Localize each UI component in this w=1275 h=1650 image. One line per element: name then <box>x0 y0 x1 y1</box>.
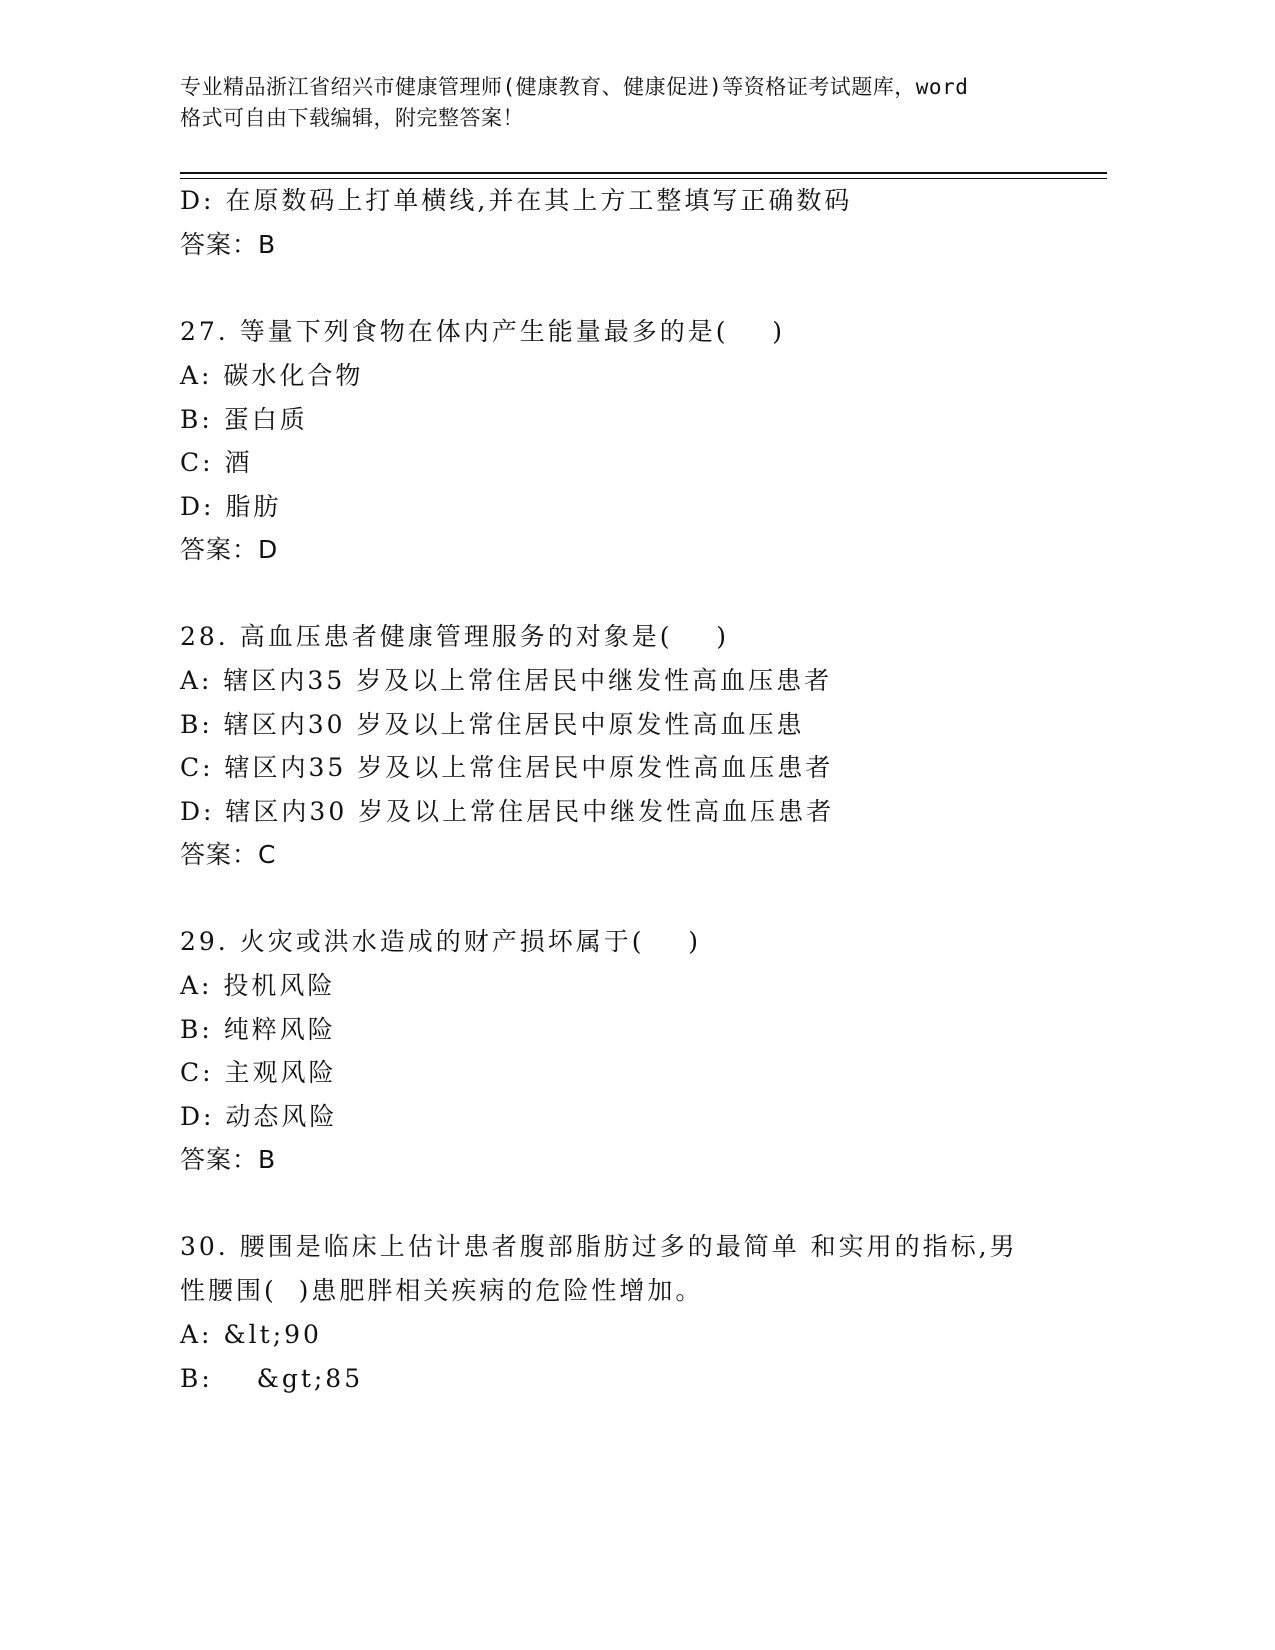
header-rule-thin <box>180 178 1107 179</box>
q27-option-c: C: 酒 <box>180 448 253 477</box>
q27-option-d: D: 脂肪 <box>180 492 282 521</box>
q28-option-d: D: 辖区内30 岁及以上常住居民中继发性高血压患者 <box>180 797 835 826</box>
q29-question: 29. 火灾或洪水造成的财产损坏属于( ) <box>180 927 702 956</box>
q30-option-a: A: &lt;90 <box>180 1320 322 1349</box>
q30-question-line-2: 性腰围( )患肥胖相关疾病的危险性增加。 <box>180 1276 704 1305</box>
q28-answer: 答案：C <box>180 840 277 869</box>
q28-option-a: A: 辖区内35 岁及以上常住居民中继发性高血压患者 <box>180 666 833 695</box>
header-line-2: 格式可自由下载编辑，附完整答案！ <box>180 106 524 130</box>
prev-option-d: D: 在原数码上打单横线,并在其上方工整填写正确数码 <box>180 186 853 215</box>
q28-option-b: B: 辖区内30 岁及以上常住居民中原发性高血压患 <box>180 710 805 739</box>
header-line-1: 专业精品浙江省绍兴市健康管理师(健康教育、健康促进)等资格证考试题库，word <box>180 75 969 99</box>
q27-option-b: B: 蛋白质 <box>180 405 308 434</box>
q30-question-line-1: 30. 腰围是临床上估计患者腹部脂肪过多的最简单 和实用的指标,男 <box>180 1232 1018 1261</box>
q29-answer: 答案：B <box>180 1145 277 1174</box>
prev-answer: 答案：B <box>180 230 277 259</box>
document-header <box>180 72 1060 134</box>
q29-option-c: C: 主观风险 <box>180 1058 337 1087</box>
q28-option-c: C: 辖区内35 岁及以上常住居民中原发性高血压患者 <box>180 753 834 782</box>
q29-option-b: B: 纯粹风险 <box>180 1015 336 1044</box>
q27-question: 27. 等量下列食物在体内产生能量最多的是( ) <box>180 317 786 346</box>
q27-option-a: A: 碳水化合物 <box>180 361 364 390</box>
q29-option-d: D: 动态风险 <box>180 1102 338 1131</box>
q29-option-a: A: 投机风险 <box>180 971 336 1000</box>
q27-answer: 答案：D <box>180 535 279 564</box>
q30-option-b: B: &gt;85 <box>180 1364 364 1393</box>
q28-question: 28. 高血压患者健康管理服务的对象是( ) <box>180 622 730 651</box>
header-rule-thick <box>180 172 1107 174</box>
